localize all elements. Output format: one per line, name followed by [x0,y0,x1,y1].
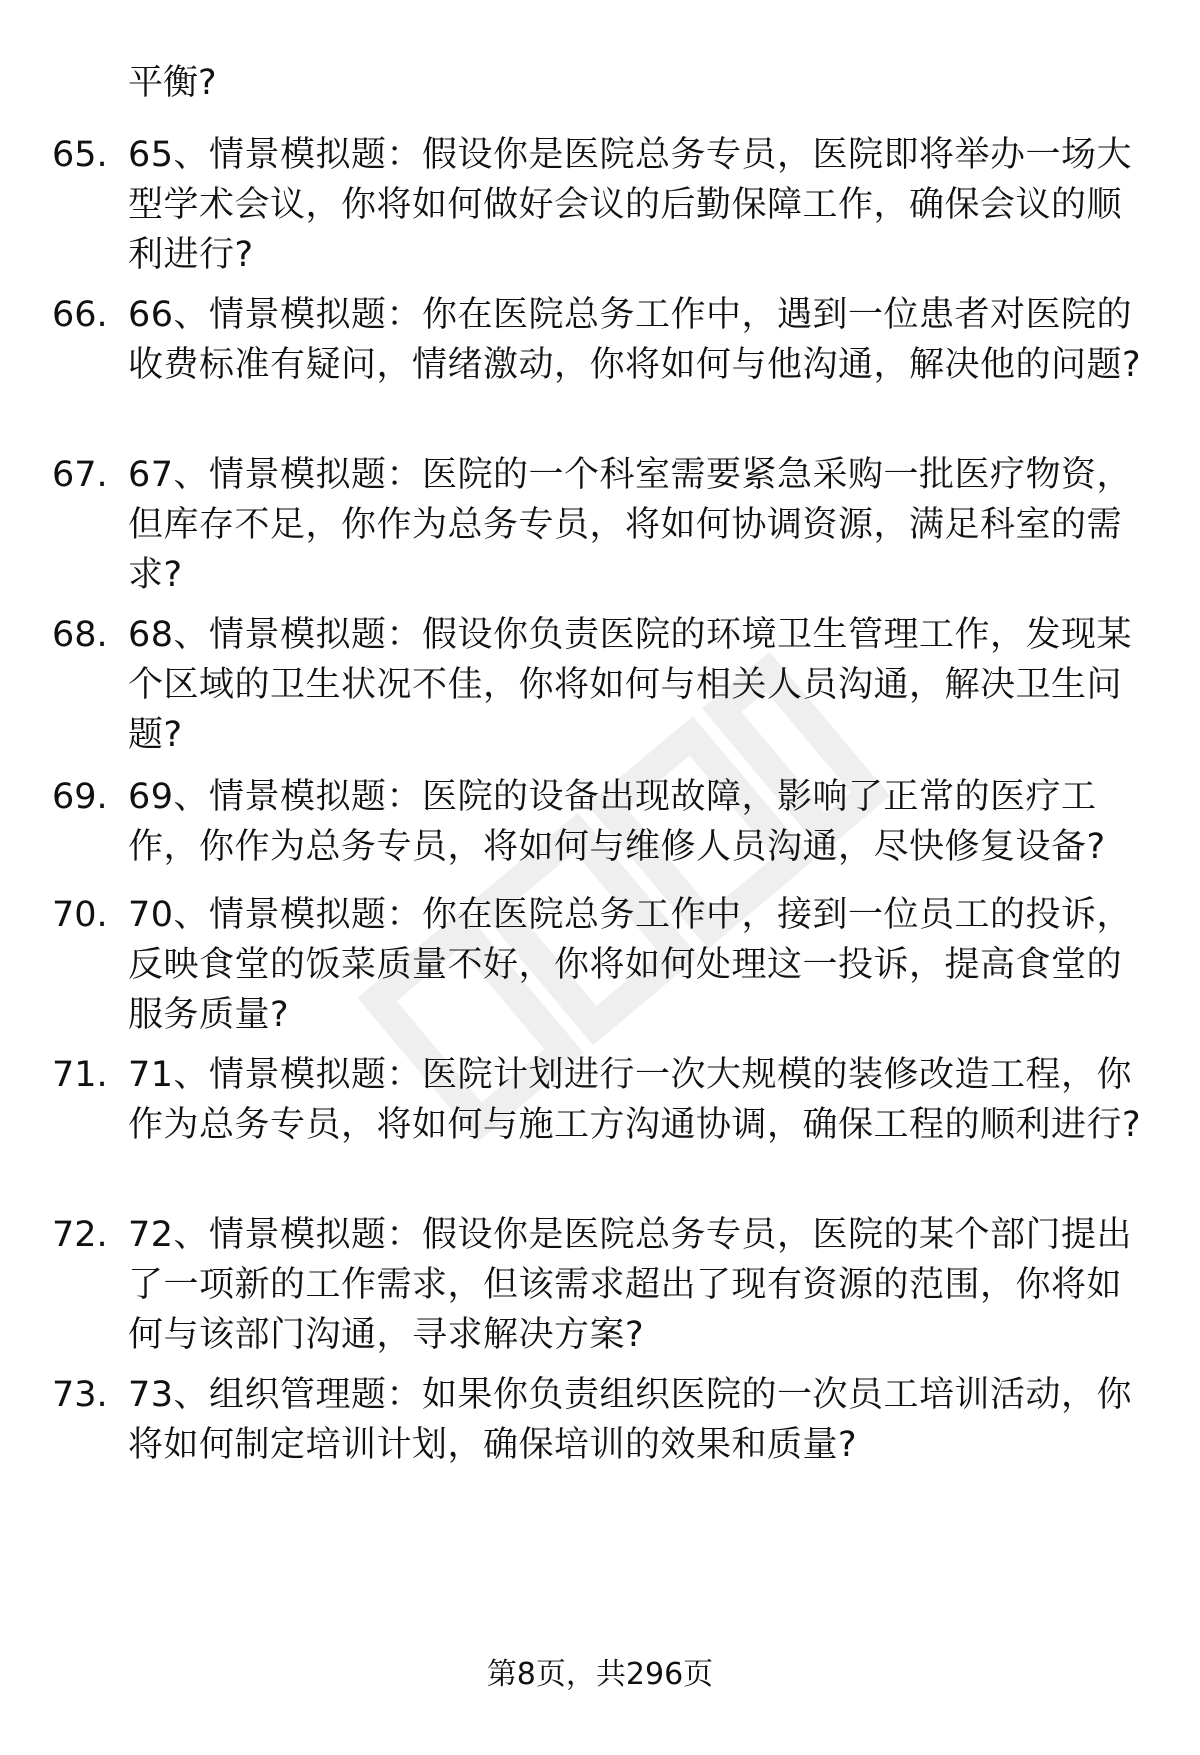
question-number: 66. [52,295,108,335]
question-text: 71、情景模拟题：医院计划进行一次大规模的装修改造工程，你作为总务专员，将如何与施工方沟通协调，确保工程的顺利进行? [128,1055,1142,1145]
question-number: 73. [52,1375,108,1415]
question-text: 70、情景模拟题：你在医院总务工作中，接到一位员工的投诉，反映食堂的饭菜质量不好，你将如何处理这一投诉，提高食堂的服务质量? [128,895,1133,1035]
question-text: 67、情景模拟题：医院的一个科室需要紧急采购一批医疗物资，但库存不足，你作为总务专员，将如何协调资源，满足科室的需求? [128,455,1133,595]
question-number: 70. [52,895,108,935]
question-text: 66、情景模拟题：你在医院总务工作中，遇到一位患者对医院的收费标准有疑问，情绪激动，你将如何与他沟通，解决他的问题? [128,295,1142,385]
question-number: 65. [52,135,108,175]
question-text: 69、情景模拟题：医院的设备出现故障，影响了正常的医疗工作，你作为总务专员，将如何与维修人员沟通，尽快修复设备? [128,777,1106,867]
question-number: 67. [52,455,108,495]
question-text: 73、组织管理题：如果你负责组织医院的一次员工培训活动，你将如何制定培训计划，确保培训的效果和质量? [128,1375,1133,1465]
question-text: 72、情景模拟题：假设你是医院总务专员，医院的某个部门提出了一项新的工作需求，但该需求超出了现有资源的范围，你将如何与该部门沟通，寻求解决方案? [128,1215,1133,1355]
question-text: 65、情景模拟题：假设你是医院总务专员，医院即将举办一场大型学术会议，你将如何做好会议的后勤保障工作，确保会议的顺利进行? [128,135,1133,275]
question-number: 72. [52,1215,108,1255]
question-number: 68. [52,615,108,655]
question-number: 71. [52,1055,108,1095]
continuation-text: 平衡? [128,63,217,103]
question-text: 68、情景模拟题：假设你负责医院的环境卫生管理工作，发现某个区域的卫生状况不佳，你将如何与相关人员沟通，解决卫生问题? [128,615,1133,755]
question-number: 69. [52,777,108,817]
page-footer: 第8页，共296页 [486,1657,714,1692]
